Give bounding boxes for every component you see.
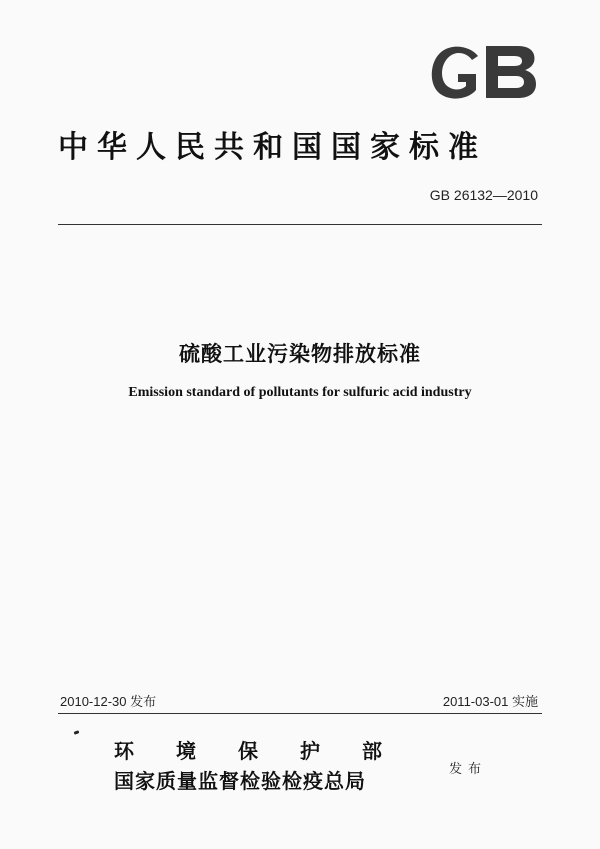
bottom-divider [58, 713, 542, 714]
implementation-date: 2011-03-01 实施 [442, 694, 538, 709]
document-title-english: Emission standard of pollutants for sulfuric acid industry [128, 385, 472, 400]
document-title-chinese: 硫酸工业污染物排放标准 [179, 342, 421, 366]
standard-category: 中华人民共和国国家标准 [58, 130, 487, 165]
standard-number: GB 26132—2010 [429, 187, 538, 203]
top-divider [58, 224, 542, 225]
gb-logo [424, 40, 540, 102]
publish-label: 发布 [449, 762, 488, 777]
issuer-ministry: 环境保护部 [114, 739, 424, 763]
issuer-aqsiq: 国家质量监督检验检疫总局 [114, 769, 366, 793]
issue-date: 2010-12-30 发布 [60, 694, 157, 709]
scan-speck [74, 730, 80, 735]
